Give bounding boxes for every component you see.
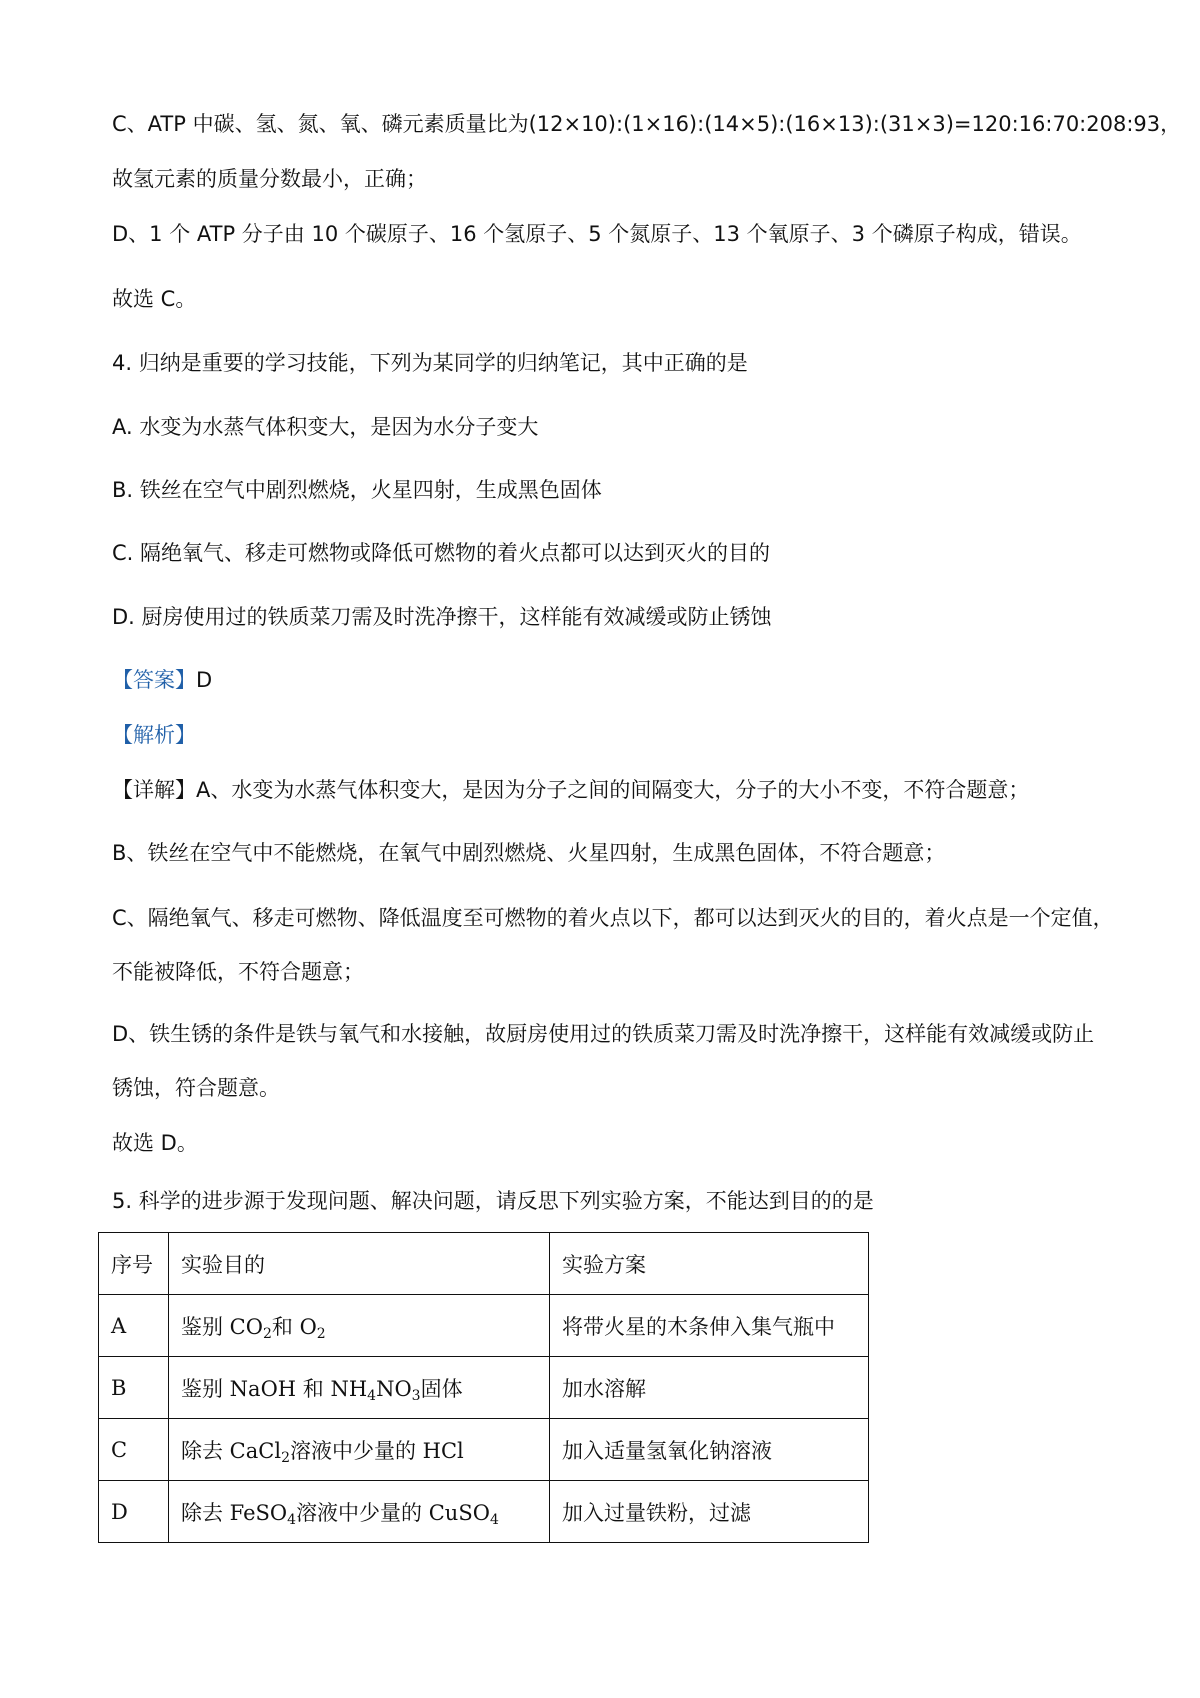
row-id: D	[99, 1481, 169, 1543]
row-goal: 除去 FeSO$_4$溶液中少量的 CuSO$_4$	[169, 1481, 550, 1543]
experiment-table	[98, 1232, 869, 1543]
text-line: C、ATP 中碳、氢、氮、氧、磷元素质量比为(12×10):(1×16):(14×5):(16×13):(31×3)=120:16:70:208:93，	[112, 112, 1182, 136]
row-id: B	[99, 1357, 169, 1419]
table-row	[99, 1481, 869, 1543]
row-goal: 除去 CaCl$_2$溶液中少量的 HCl	[169, 1419, 550, 1481]
header-goal: 实验目的	[169, 1233, 550, 1295]
detail-d-cont: 锈蚀，符合题意。	[112, 1076, 280, 1100]
answer-line	[112, 665, 212, 695]
analysis-line	[112, 720, 196, 750]
question-5: 5. 科学的进步源于发现问题、解决问题，请反思下列实验方案，不能达到目的的是	[112, 1189, 874, 1213]
row-id: A	[99, 1295, 169, 1357]
table-row	[99, 1357, 869, 1419]
row-plan: 加入过量铁粉，过滤	[550, 1481, 869, 1543]
option-c: C. 隔绝氧气、移走可燃物或降低可燃物的着火点都可以达到灭火的目的	[112, 541, 771, 565]
detail-d: D、铁生锈的条件是铁与氧气和水接触，故厨房使用过的铁质菜刀需及时洗净擦干，这样能有效减缓或防止	[112, 1022, 1095, 1046]
question-4: 4. 归纳是重要的学习技能，下列为某同学的归纳笔记，其中正确的是	[112, 351, 748, 375]
detail-line	[112, 775, 1029, 805]
text-line: D、1 个 ATP 分子由 10 个碳原子、16 个氢原子、5 个氮原子、13 个氧原子、3 个磷原子构成，错误。	[112, 222, 1082, 246]
option-d: D. 厨房使用过的铁质菜刀需及时洗净擦干，这样能有效减缓或防止锈蚀	[112, 605, 772, 629]
analysis-tag: 【解析】	[112, 723, 196, 747]
table-row	[99, 1295, 869, 1357]
header-index: 序号	[99, 1233, 169, 1295]
row-goal: 鉴别 $CO_2$和 $O_2$	[169, 1295, 550, 1357]
header-plan: 实验方案	[550, 1233, 869, 1295]
detail-c-cont: 不能被降低，不符合题意；	[112, 960, 364, 984]
row-id: C	[99, 1419, 169, 1481]
detail-c: C、隔绝氧气、移走可燃物、降低温度至可燃物的着火点以下，都可以达到灭火的目的，着火点是一个定值，	[112, 906, 1114, 930]
detail-b: B、铁丝在空气中不能燃烧，在氧气中剧烈燃烧、火星四射，生成黑色固体，不符合题意；	[112, 841, 946, 865]
detail-a: A、水变为水蒸气体积变大，是因为分子之间的间隔变大，分子的大小不变，不符合题意；	[196, 778, 1030, 802]
option-b: B. 铁丝在空气中剧烈燃烧，火星四射，生成黑色固体	[112, 478, 602, 502]
table-header-row	[99, 1233, 869, 1295]
text-line: 故氢元素的质量分数最小，正确；	[112, 167, 427, 191]
text-line: 故选 C。	[112, 287, 197, 311]
choose-answer: 故选 D。	[112, 1131, 198, 1155]
row-plan: 加入适量氢氧化钠溶液	[550, 1419, 869, 1481]
row-plan: 加水溶解	[550, 1357, 869, 1419]
answer-value: D	[196, 668, 213, 692]
option-a: A. 水变为水蒸气体积变大，是因为水分子变大	[112, 415, 539, 439]
row-plan: 将带火星的木条伸入集气瓶中	[550, 1295, 869, 1357]
detail-tag: 【详解】	[112, 778, 196, 802]
table-row	[99, 1419, 869, 1481]
answer-tag: 【答案】	[112, 668, 196, 692]
row-goal: 鉴别 NaOH 和 $NH_4NO_3$固体	[169, 1357, 550, 1419]
